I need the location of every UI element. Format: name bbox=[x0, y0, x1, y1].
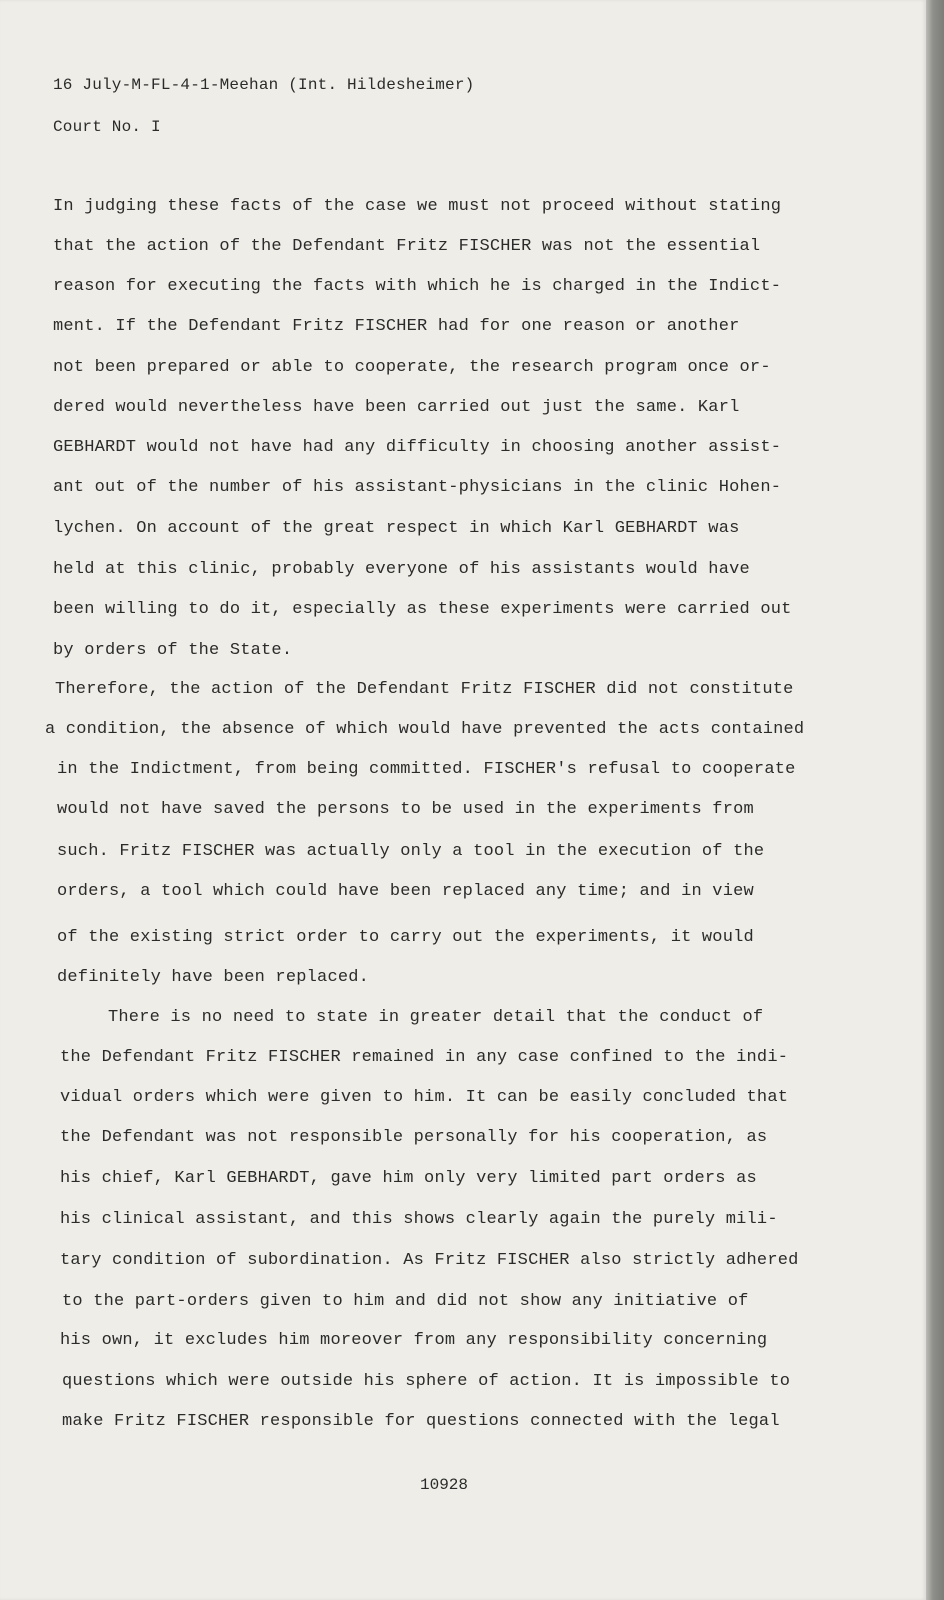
page-edge bbox=[926, 0, 944, 1600]
text-line: to the part-orders given to him and did not show any initiative of bbox=[62, 1292, 749, 1311]
text-line: his own, it excludes him moreover from any responsibility concerning bbox=[60, 1331, 768, 1350]
text-line: There is no need to state in greater detail that the conduct of bbox=[108, 1008, 764, 1027]
text-line: by orders of the State. bbox=[53, 641, 293, 660]
text-line: his clinical assistant, and this shows clearly again the purely mili- bbox=[60, 1210, 778, 1229]
text-line: such. Fritz FISCHER was actually only a tool in the execution of the bbox=[57, 842, 765, 861]
text-line: not been prepared or able to cooperate, the research program once or- bbox=[53, 358, 771, 377]
text-line: definitely have been replaced. bbox=[57, 968, 370, 987]
text-line: questions which were outside his sphere of action. It is impossible to bbox=[62, 1372, 791, 1391]
text-line: would not have saved the persons to be used in the experiments from bbox=[57, 800, 754, 819]
text-line: ment. If the Defendant Fritz FISCHER had for one reason or another bbox=[53, 317, 740, 336]
text-line: that the action of the Defendant Fritz FISCHER was not the essential bbox=[53, 237, 761, 256]
page-number: 10928 bbox=[420, 1476, 469, 1494]
text-line: make Fritz FISCHER responsible for questions connected with the legal bbox=[62, 1412, 780, 1431]
text-line: orders, a tool which could have been replaced any time; and in view bbox=[57, 882, 754, 901]
document-reference: 16 July-M-FL-4-1-Meehan (Int. Hildesheimer) bbox=[53, 76, 475, 94]
text-line: his chief, Karl GEBHARDT, gave him only very limited part orders as bbox=[60, 1169, 757, 1188]
text-line: GEBHARDT would not have had any difficulty in choosing another assist- bbox=[53, 438, 782, 457]
text-line: in the Indictment, from being committed. FISCHER's refusal to cooperate bbox=[57, 760, 796, 779]
text-line: tary condition of subordination. As Fritz FISCHER also strictly adhered bbox=[60, 1251, 799, 1270]
text-line: lychen. On account of the great respect in which Karl GEBHARDT was bbox=[53, 519, 740, 538]
text-line: been willing to do it, especially as these experiments were carried out bbox=[53, 600, 792, 619]
text-line: of the existing strict order to carry out the experiments, it would bbox=[57, 928, 754, 947]
text-line: vidual orders which were given to him. It can be easily concluded that bbox=[60, 1088, 789, 1107]
text-line: the Defendant was not responsible personally for his cooperation, as bbox=[60, 1128, 768, 1147]
court-label: Court No. I bbox=[53, 118, 161, 136]
text-line: a condition, the absence of which would have prevented the acts contained bbox=[45, 720, 805, 739]
text-line: Therefore, the action of the Defendant Fritz FISCHER did not constitute bbox=[55, 680, 794, 699]
text-line: dered would nevertheless have been carried out just the same. Karl bbox=[53, 398, 740, 417]
text-line: the Defendant Fritz FISCHER remained in any case confined to the indi- bbox=[60, 1048, 789, 1067]
text-line: ant out of the number of his assistant-physicians in the clinic Hohen- bbox=[53, 478, 782, 497]
text-line: reason for executing the facts with which he is charged in the Indict- bbox=[53, 277, 782, 296]
text-line: held at this clinic, probably everyone of his assistants would have bbox=[53, 560, 750, 579]
text-line: In judging these facts of the case we must not proceed without stating bbox=[53, 197, 782, 216]
